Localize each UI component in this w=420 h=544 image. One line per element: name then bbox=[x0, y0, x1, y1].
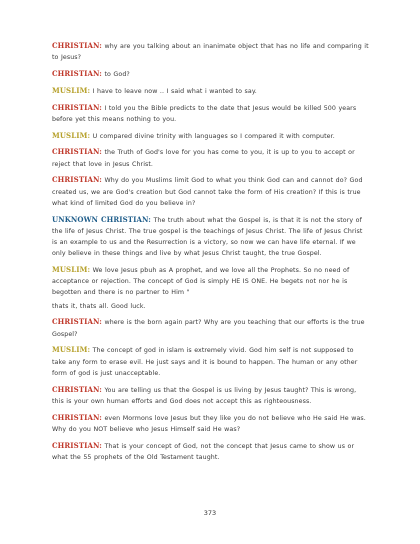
speaker-label: CHRISTIAN: bbox=[52, 41, 102, 50]
dialogue-paragraph bbox=[52, 214, 370, 260]
dialogue-paragraph bbox=[52, 344, 370, 379]
speaker-label: MUSLIM: bbox=[52, 85, 91, 95]
dialogue-paragraph bbox=[52, 301, 370, 312]
speaker-label: CHRISTIAN: bbox=[52, 102, 102, 112]
paragraph-text: where is the born again part? Why are you teaching that our efforts is the true Gospel? bbox=[52, 319, 365, 338]
paragraph-text: why are you talking about an inanimate object that has no life and comparing it to Jesus? bbox=[52, 43, 369, 62]
paragraph-text: the Truth of God's love for you has come to you, it is up to you to accept or reject that love in Jesus Christ. bbox=[52, 149, 355, 168]
speaker-label: CHRISTIAN: bbox=[52, 440, 102, 450]
speaker-label: CHRISTIAN: bbox=[52, 175, 102, 185]
paragraph-text: I told you the Bible predicts to the date that Jesus would be killed 500 years before yet this means nothing to you. bbox=[52, 104, 357, 123]
speaker-label: CHRISTIAN: bbox=[52, 412, 102, 422]
dialogue-text bbox=[52, 40, 370, 468]
dialogue-paragraph bbox=[52, 130, 370, 142]
dialogue-paragraph bbox=[52, 384, 370, 407]
paragraph-text: I have to leave now .. I said what i wanted to say. bbox=[90, 87, 257, 95]
dialogue-paragraph bbox=[52, 316, 370, 339]
speaker-label: MUSLIM: bbox=[52, 265, 91, 274]
speaker-label: CHRISTIAN: bbox=[52, 69, 102, 78]
dialogue-paragraph bbox=[52, 40, 370, 63]
page-number: 373 bbox=[203, 509, 217, 517]
dialogue-paragraph bbox=[52, 174, 370, 209]
dialogue-paragraph bbox=[52, 264, 370, 299]
paragraph-text: The truth about what the Gospel is, is that it is not the story of the life of Jesus Christ. The true gospel is the teachings of Jesus Christ. The life of Jesus Christ is an example to us and the Resurrection is a victory, so now we can have life eternal. If we only believe in these things and live by what Jesus Christ taught, the true Gospel. bbox=[52, 216, 363, 258]
dialogue-paragraph bbox=[52, 102, 370, 125]
paragraph-text: That is your concept of God, not the concept that Jesus came to show us or what the 55 prophets of the Old Testament taught. bbox=[52, 442, 355, 461]
paragraph-text: even Mormons love Jesus but they like you do not believe who He said He was. Why do you NOT believe who Jesus Himself said He was? bbox=[52, 414, 366, 433]
paragraph-text: U compared divine trinity with languages so I compared it with computer. bbox=[90, 132, 335, 140]
speaker-label: MUSLIM: bbox=[52, 345, 91, 355]
speaker-label: UNKNOWN CHRISTIAN: bbox=[52, 214, 151, 224]
dialogue-paragraph bbox=[52, 412, 370, 435]
speaker-label: CHRISTIAN: bbox=[52, 147, 102, 157]
speaker-label: CHRISTIAN: bbox=[52, 317, 102, 327]
paragraph-text: We love Jesus pbuh as A prophet, and we love all the Prophets. So no need of acceptance or rejection. The concept of God is simply HE IS ONE. He begets not nor he is begotten and there is no partner to Him " bbox=[52, 267, 350, 297]
paragraph-text: thats it, thats all. Good luck. bbox=[52, 302, 146, 310]
dialogue-paragraph bbox=[52, 68, 370, 80]
paragraph-text: You are telling us that the Gospel is us living by Jesus taught? This is wrong, this is your own human efforts and God does not accept this as righteousness. bbox=[52, 386, 357, 405]
paragraph-text: Why do you Muslims limit God to what you think God can and cannot do? God created us, we are God's creation but God cannot take the form of His creation? If this is true what kind of limited God do you believe in? bbox=[52, 177, 363, 207]
paragraph-text: The concept of god in islam is extremely vivid. God him self is not supposed to take any form to erase evil. He just says and it is bound to happen. The human or any other form of god is just unacceptable. bbox=[52, 347, 358, 377]
dialogue-paragraph bbox=[52, 440, 370, 463]
speaker-label: CHRISTIAN: bbox=[52, 384, 102, 394]
speaker-label: MUSLIM: bbox=[52, 130, 91, 140]
dialogue-paragraph bbox=[52, 146, 370, 169]
dialogue-paragraph bbox=[52, 85, 370, 97]
paragraph-text: to God? bbox=[101, 71, 130, 78]
